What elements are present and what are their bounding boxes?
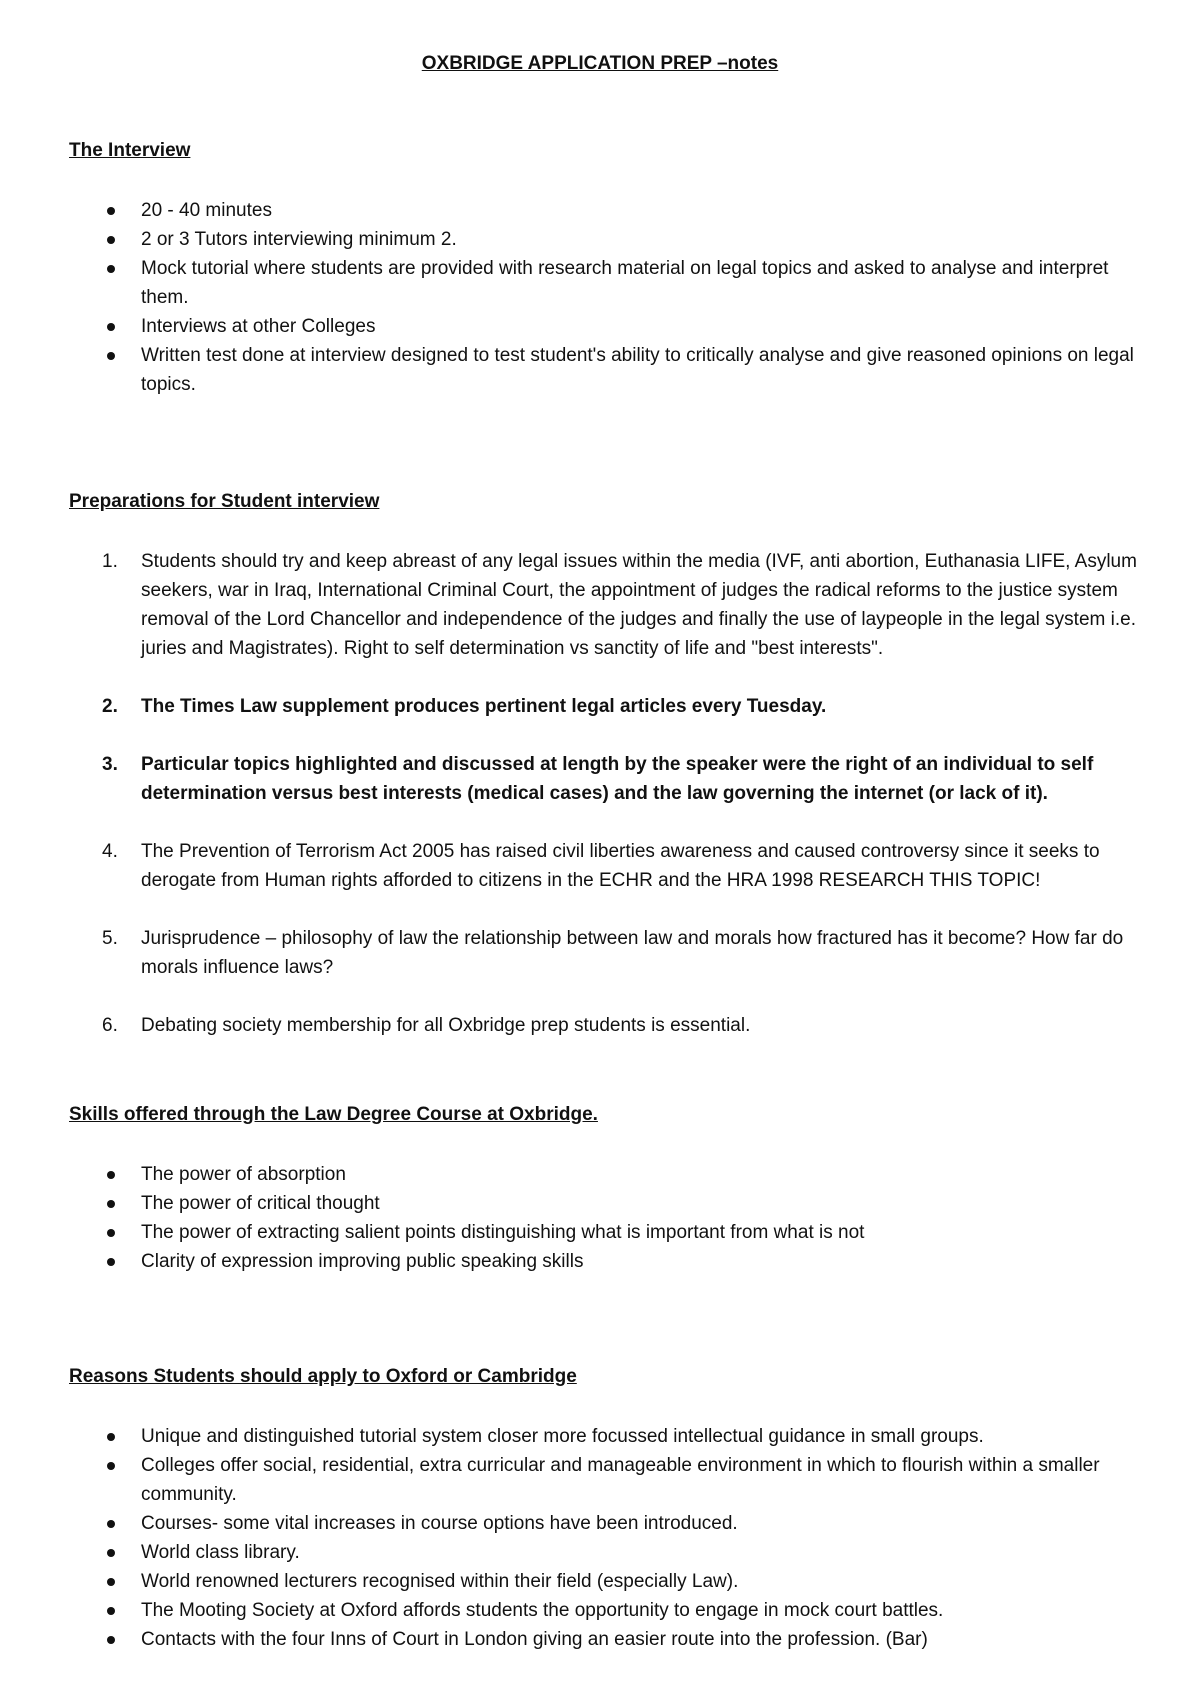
list-item: Clarity of expression improving public speaking skills bbox=[69, 1247, 1149, 1276]
document-title: OXBRIDGE APPLICATION PREP –notes bbox=[421, 53, 779, 74]
list-item: 2 or 3 Tutors interviewing minimum 2. bbox=[69, 225, 1149, 254]
item-number: 6. bbox=[102, 1015, 118, 1036]
list-item: World renowned lecturers recognised within their field (especially Law). bbox=[69, 1567, 1149, 1596]
list-item: 20 - 40 minutes bbox=[69, 196, 1149, 225]
item-text: The Prevention of Terrorism Act 2005 has raised civil liberties awareness and caused controversy since it seeks to derogate from Human rights afforded to citizens in the ECHR and the HRA 1998 RESEARCH THIS TOPIC! bbox=[141, 841, 1100, 891]
list-item bbox=[69, 547, 1149, 663]
list-item: World class library. bbox=[69, 1538, 1149, 1567]
item-number: 1. bbox=[102, 551, 118, 572]
list-item bbox=[69, 1011, 1149, 1040]
item-text: Jurisprudence – philosophy of law the relationship between law and morals how fractured has it become? How far do morals influence laws? bbox=[141, 928, 1124, 978]
list-item: Mock tutorial where students are provided with research material on legal topics and asked to analyse and interpret them. bbox=[69, 254, 1149, 312]
list-item: Interviews at other Colleges bbox=[69, 312, 1149, 341]
preparations-list bbox=[69, 547, 1149, 1069]
skills-heading: Skills offered through the Law Degree Course at Oxbridge. bbox=[69, 1104, 598, 1125]
interview-list bbox=[69, 196, 1149, 399]
list-item: The power of absorption bbox=[69, 1160, 1149, 1189]
skills-list bbox=[69, 1160, 1149, 1276]
list-item: Colleges offer social, residential, extra curricular and manageable environment in which to flourish within a smaller community. bbox=[69, 1451, 1149, 1509]
item-number: 3. bbox=[102, 754, 118, 775]
reasons-heading: Reasons Students should apply to Oxford or Cambridge bbox=[69, 1366, 577, 1387]
list-item bbox=[69, 692, 1149, 721]
list-item: Courses- some vital increases in course options have been introduced. bbox=[69, 1509, 1149, 1538]
item-text: The Times Law supplement produces pertinent legal articles every Tuesday. bbox=[141, 696, 827, 717]
list-item: The power of extracting salient points distinguishing what is important from what is not bbox=[69, 1218, 1149, 1247]
reasons-list bbox=[69, 1422, 1149, 1654]
interview-heading: The Interview bbox=[69, 140, 191, 161]
preparations-heading: Preparations for Student interview bbox=[69, 491, 380, 512]
item-number: 4. bbox=[102, 841, 118, 862]
list-item: The power of critical thought bbox=[69, 1189, 1149, 1218]
item-number: 5. bbox=[102, 928, 118, 949]
item-text: Particular topics highlighted and discussed at length by the speaker were the right of an individual to self determination versus best interests (medical cases) and the law governing the internet (or lack of it). bbox=[141, 754, 1094, 804]
list-item bbox=[69, 837, 1149, 895]
item-text: Debating society membership for all Oxbridge prep students is essential. bbox=[141, 1015, 751, 1036]
item-text: Students should try and keep abreast of any legal issues within the media (IVF, anti abortion, Euthanasia LIFE, Asylum seekers, war in Iraq, International Criminal Court, the appointment of judges the radical reforms to the justice system removal of the Lord Chancellor and independence of the judges and finally the use of laypeople in the legal system i.e. juries and Magistrates). Right to self determination vs sanctity of life and "best interests". bbox=[141, 551, 1137, 659]
list-item bbox=[69, 750, 1149, 808]
list-item bbox=[69, 924, 1149, 982]
list-item: Written test done at interview designed to test student's ability to critically analyse and give reasoned opinions on legal topics. bbox=[69, 341, 1149, 399]
item-number: 2. bbox=[102, 696, 118, 717]
list-item: Unique and distinguished tutorial system closer more focussed intellectual guidance in small groups. bbox=[69, 1422, 1149, 1451]
list-item: Contacts with the four Inns of Court in London giving an easier route into the profession. (Bar) bbox=[69, 1625, 1149, 1654]
list-item: The Mooting Society at Oxford affords students the opportunity to engage in mock court battles. bbox=[69, 1596, 1149, 1625]
